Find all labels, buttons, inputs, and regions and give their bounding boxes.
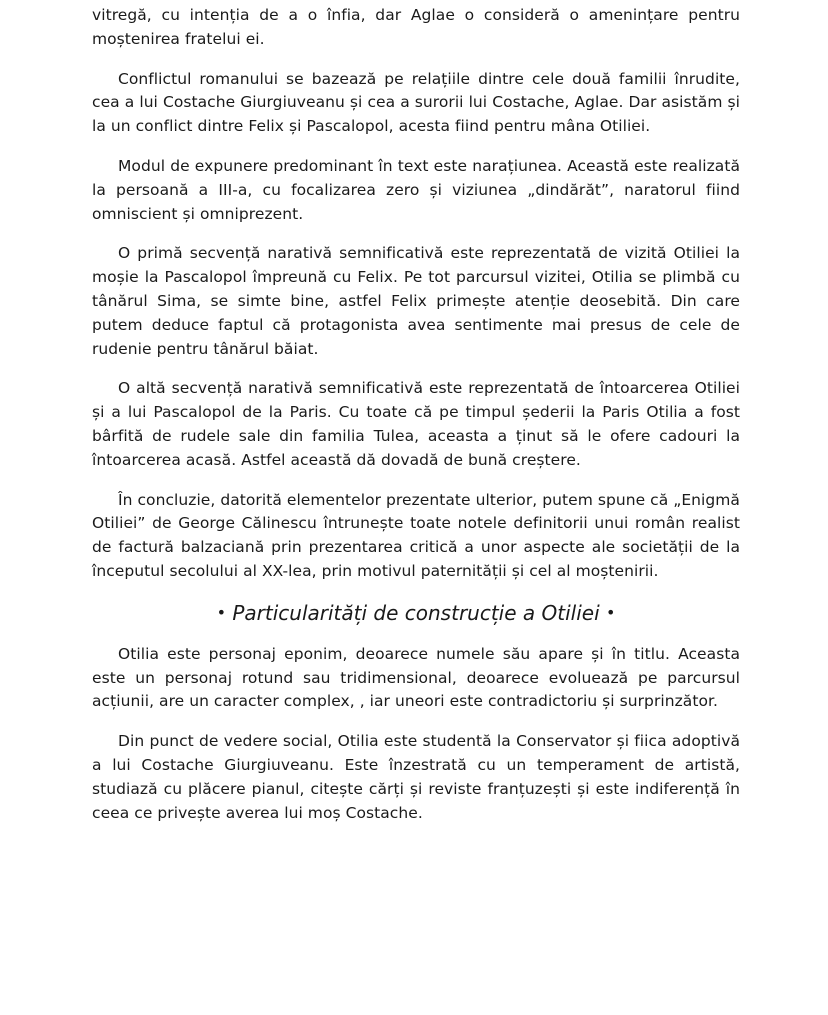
paragraph-personaj-eponim: Otilia este personaj eponim, deoarece numele său apare și în titlu. Aceasta este un personaj rotund sau tridimensional, deoarece evoluează pe parcursul acțiunii, are un caracter complex, , iar uneori este contradictoriu și surprinzător. (92, 644, 740, 711)
paragraph-conflict: Conflictul romanului se bazează pe relațiile dintre cele două familii înrudite, cea a lui Costache Giurgiuveanu și cea a surorii lui Costache, Aglae. Dar asistăm și la un conflict dintre Felix și Pascalopol, acesta fiind pentru mâna Otiliei. (92, 69, 740, 136)
paragraph-punct-de-vedere-social: Din punct de vedere social, Otilia este studentă la Conservator și fiica adoptivă a lui Costache Giurgiuveanu. Este înzestrată cu un temperament de artistă, studiază cu plăcere pianul, citește cărți și reviste franțuzești și este indiferență în ceea ce privește averea lui moș Costache. (92, 732, 740, 822)
paragraph-expunere: Modul de expunere predominant în text este narațiunea. Această este realizată la persoană a III-a, cu focalizarea zero și viziunea „dindărăt”, naratorul fiind omniscient și omniprezent. (92, 156, 740, 223)
section-heading (92, 600, 740, 626)
paragraph-continuation: vitregă, cu intenția de a o înfia, dar Aglae o consideră o amenințare pentru moștenirea fratelui ei. (92, 6, 740, 48)
document-body (92, 4, 740, 841)
heading-bullet-left: • (216, 602, 226, 622)
heading-text: Particularități de construcție a Otiliei (232, 600, 600, 625)
paragraph-concluzie: În concluzie, datorită elementelor prezentate ulterior, putem spune că „Enigmă Otiliei” de George Călinescu întrunește toate notele definitorii unui român realist de factură balzaciană prin prezentarea critică a unor aspecte ale societății de la începutul secolului al XX-lea, prin motivul paternității și cel al moștenirii. (92, 490, 740, 580)
paragraph-secventa-2: O altă secvență narativă semnificativă este reprezentată de întoarcerea Otiliei și a lui Pascalopol de la Paris. Cu toate că pe timpul șederii la Paris Otilia a fost bârfită de rudele sale din familia Tulea, aceasta a ținut să le ofere cadouri la întoarcerea acasă. Astfel această dă dovadă de bună creștere. (92, 379, 740, 469)
heading-bullet-right: • (605, 602, 616, 622)
paragraph-secventa-1: O primă secvență narativă semnificativă este reprezentată de vizită Otiliei la moșie la Pascalopol împreună cu Felix. Pe tot parcursul vizitei, Otilia se plimbă cu tânărul Sima, se simte bine, astfel Felix primește atenție deosebită. Din care putem deduce faptul că protagonista avea sentimente mai presus de cele de rudenie pentru tânărul băiat. (92, 244, 740, 358)
